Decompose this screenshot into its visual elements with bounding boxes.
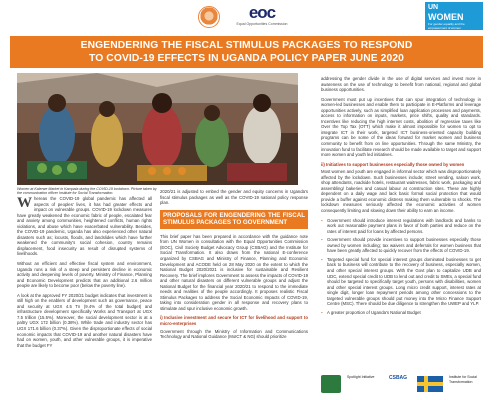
cebai-logo (198, 6, 220, 28)
ist-logo-text: Institute for Social Transformation (449, 375, 477, 384)
col3-paragraph-3: Most women and youth are engaged in informal sector which was disproportionately affected by the lockdown. Such businesses include; street vending, saloon work, shop attendants, roadside hotels, restaurant waitresses, fabric work, packaging and assembling/ bakeries and casual labour at construction sites. These are highly dependent on a daily wage and lack basic formal social protection that would provide a buffer against economic distress making them vulnerable to shocks. The lockdown measures seriously affected the economic activities of women consequently limiting and slowing down their ability to earn an income. (321, 169, 481, 214)
col3-bullet-2: ▪ Government should provide incentives to support businesses especially those owned by women including; tax waivers and deferrals for women business that have been greatly affected to quickly recover from the effects of COVID-19. (321, 237, 481, 254)
col2-paragraph-2: This brief paper has been prepared in accordance with the guidance note from UN Women in consultation with the Equal Opportunities Commission (EOC), Civil Society Budget Advocacy Group (CSBAG) and the Institute for Social Transformation. It also draws from the national E-conference organized by CSBAG and Ministry of Finance, Planning and Economic Development and ACODE held on 28 May 2020 on the extent to which the National Budget 2020/2021 is inclusive for sustainable and Resilient Recovery. The brief implores Government to assess the impacts of COVID-19 and other natural disasters on different vulnerable groups and adjust the National Budget for the financial year 2020/21 to respond to the immediate needs and realities of the people accordingly. It proposes realistic Fiscal Stimulus Packages to address the Social Economic Impacts of COVID-19, taking into consideration gender in all response and recovery plans to stimulate and spur inclusive economic growth. (160, 233, 308, 311)
col2-paragraph-1: 2020/21 is adjusted to embed the gender and equity concerns in Uganda's fiscal stimulus packages as well as the COVID-19 national policy response plan. (160, 189, 308, 206)
spotlight-logo (347, 375, 383, 393)
eoc-logo-mark: eoc (248, 3, 276, 22)
spotlight-logo-text: Spotlight Initiative (347, 375, 375, 379)
col2-paragraph-3: Government through the Ministry of Information and Communications Technology and National Guidance (MoICT & NG) should prioritize (160, 328, 308, 340)
column-1 (17, 196, 152, 352)
col3-bullet-1: ▪ Government should introduce interest regulations with landlords and banks to work out reasonable payment plans in favor of both parties and reduce on the rates of interest paid for loans by affected persons. (321, 218, 481, 235)
sweden-flag-icon (417, 376, 443, 392)
col3-bullet-3: ▪ Targeted special fund for special interest groups dominated businesses to get back to business will contribute to the recovery of business, especially women, and other special interest groups. With the Govt plan to capitalize UDB and UDC, extend special credit to UDB to lend out and credit to SMEs, a special fund should be targeted to specifically target youth, persons with disabilities, women and other special interest groups. Long micro credit support, interest rates at single digit, longer loan repayment periods among other concessions to the targeted vulnerable groups should put money into the Micro Finance Support Centre (MSC). There should be due diligence to strengthen the UWEP and YLP. (321, 257, 481, 307)
un-women-logo-un: UN (428, 4, 439, 11)
photo-illustration (17, 73, 298, 185)
csbag-logo-text: CSBAG (389, 375, 408, 381)
csbag-logo (389, 375, 413, 393)
col3-subheading-businesses: ii) Initiatives to support businesses especially those owned by women (321, 161, 465, 167)
column-2 (160, 189, 308, 344)
col1-paragraph-1-text: hereas the COVID-19 global pandemic has affected all aspects of peoples' lives, it has had greater effects and impact on vulnerable groups. COVID-19 lockdown measures have greatly weakened the economic fabric of people, escalated fear and anxiety among communities, heightened conflicts, human rights violations, and abuse which have exacerbated vulnerability. Besides, the COVID-19 pandemic, Uganda has also experienced other natural disasters such as; locusts, floods, and landslides which have further weakened the community's social cohesion, country remains displacement, food insecurity as result of disrupted systems of livelihoods. (17, 196, 152, 257)
column-3 (321, 76, 481, 318)
col2-subheading-ict: i) Inclusive investment and secure for ICT for livelihood and support to micro-enterprises (160, 315, 308, 327)
col3-bullet-4: ▪ A greater proportion of Uganda's National Budget (321, 310, 481, 316)
title-banner (10, 36, 483, 68)
col1-paragraph-3: A look at the approved FY 2020/21 budget indicates that investment is still high on the enablers of development such as governance, peace and security at UGX 4.5 Tn (9.4% of the total budget) and infrastructure development specifically Works and Transport at UGX 7.5 trillion (15.5%). Moreover, the social development sector is at a paltry UGX 172 billion (0.38%). While trade and industry sector has UGX 171.6 billion (0.37%). Given the disproportionate effects of social economic impacts that COVID-19 and another natural disasters have had on women, youth, and other vulnerable groups, it is imperative that the budget FY (17, 292, 152, 348)
drop-cap: W (17, 195, 32, 211)
ist-logo (449, 375, 483, 393)
un-women-logo-tagline: For gender equality and the empowerment of women (428, 22, 465, 30)
eoc-logo (232, 4, 292, 30)
market-women-photo (17, 73, 298, 185)
photo-caption: Women at Kalerwe Market in Kampala during the COVID-19 lockdown. Picture taken by the communication officer Institute for Social Transformation. (17, 187, 157, 196)
col3-paragraph-2: Government must put up incentives that can spur integration of technology in women-led businesses and enable them to participate in E-Platforms and leverage opportunities actively, such as simplified loan application processes and payments, access to information on inputs, markets, price shifts, quality and standards. Incentives like reducing the high internet costs, abolition of regressive taxes like Over the Top Tax (OTT) which make it almost impossible for women to opt to integrate ICT in their work, targeted ICT business-oriented capacity building programs can be some of the ideas forward for market women and business community to benefit from on line opportunities. Through the same Ministry, the innovation fund to facilitate research should be made available to target and support more women and youth led initiatives. (321, 96, 481, 158)
header-logo-strip (0, 0, 500, 33)
col3-paragraph-1: addressing the gender divide in the use of digital services and invest more in awareness on the use of technology to benefit from national, regional and global business opportunities. (321, 76, 481, 93)
proposals-section-heading: PROPOSALS FOR ENGENDERING THE FISCAL STIMULUS PACKAGES TO GOVERNMENT (160, 210, 308, 229)
footer-logo-strip (321, 375, 483, 395)
title-line-1: ENGENDERING THE FISCAL STIMULUS PACKAGES TO RESPOND (80, 40, 413, 51)
col1-paragraph-2: Without an efficient and effective fiscal system and environment, Uganda runs a risk of a steep and persistent decline in economic activity and deepening levels of poverty. Ministry of Finance, Planning and Economic Development predicts that an additional 2.6 million people are likely to become poor (below the poverty line). (17, 261, 152, 289)
title-line-2: TO COVID-19 EFFECTS IN UGANDA POLICY PAPER JUNE 2020 (89, 53, 404, 64)
partner-logo-1 (321, 375, 341, 393)
un-women-logo (425, 2, 483, 30)
col1-paragraph-1 (17, 196, 152, 257)
eoc-logo-subtitle: Equal Opportunities Commission (236, 22, 288, 26)
un-women-logo-women: WOMEN (428, 12, 464, 22)
